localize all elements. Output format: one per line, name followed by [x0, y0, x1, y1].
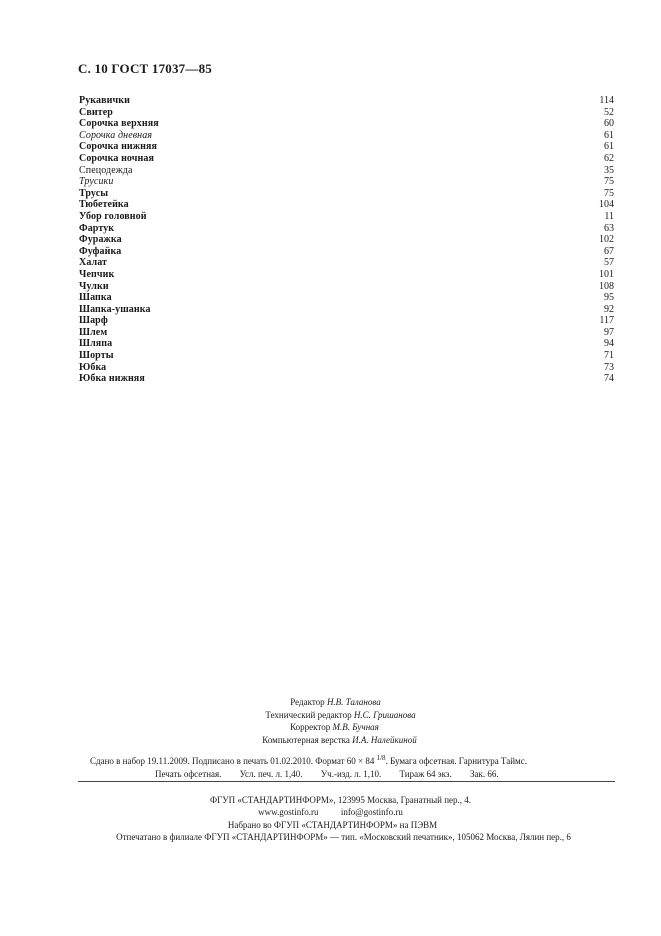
index-page-number: 102 — [599, 234, 614, 246]
index-term: Трусики — [79, 176, 114, 188]
subject-index-list — [79, 95, 614, 385]
index-row — [79, 292, 614, 304]
index-page-number: 75 — [604, 176, 614, 188]
index-term: Фуражка — [79, 234, 122, 246]
contacts-line — [0, 806, 661, 818]
index-term: Шлем — [79, 326, 108, 338]
index-row — [79, 350, 614, 362]
index-row — [79, 373, 614, 385]
index-term: Трусы — [79, 187, 109, 199]
index-term: Убор головной — [79, 210, 147, 222]
index-term: Свитер — [79, 106, 113, 118]
index-term: Чулки — [79, 280, 109, 292]
index-term: Фуфайка — [79, 245, 122, 257]
typeset-line: Набрано во ФГУП «СТАНДАРТИНФОРМ» на ПЭВМ — [227, 819, 438, 830]
layout-line: Компьютерная верстка И.А. Налейкиной — [262, 734, 417, 745]
index-row — [79, 281, 614, 293]
index-term: Рукавички — [79, 95, 130, 106]
index-row — [79, 362, 614, 374]
index-term: Шапка — [79, 292, 112, 304]
index-term: Юбка — [79, 361, 107, 373]
index-page-number: 60 — [604, 118, 614, 130]
index-page-number: 63 — [604, 222, 614, 234]
print-data-line-1: Сдано в набор 19.11.2009. Подписано в печать 01.02.2010. Формат 60 × 84 $^{1/8}$. Бумага офсетная. Гарнитура Таймс. — [90, 754, 527, 766]
corrector-line: Корректор М.В. Бучная — [290, 722, 379, 732]
index-row — [79, 188, 614, 200]
index-page-number: 95 — [604, 292, 614, 304]
index-row — [79, 165, 614, 177]
index-term: Спецодежда — [79, 164, 133, 176]
index-row — [79, 130, 614, 142]
index-term: Шарф — [79, 315, 108, 327]
format-fraction: 1/8 — [376, 754, 386, 762]
imprint-block — [0, 794, 661, 843]
index-page-number: 117 — [599, 315, 614, 327]
index-row — [79, 304, 614, 316]
index-page-number: 97 — [604, 326, 614, 338]
printed-line: Отпечатано в филиале ФГУП «СТАНДАРТИНФОРМ» — тип. «Московский печатник», 105062 Москва, Лялин пер., 6 — [116, 831, 571, 842]
index-row — [79, 118, 614, 130]
index-row — [79, 223, 614, 235]
index-row — [79, 153, 614, 165]
index-row — [79, 199, 614, 211]
index-term: Сорочка дневная — [79, 129, 153, 141]
index-page-number: 73 — [604, 361, 614, 373]
credits-block — [0, 696, 661, 746]
index-row — [79, 141, 614, 153]
index-term: Шляпа — [79, 338, 113, 350]
index-row — [79, 338, 614, 350]
index-page-number: 74 — [604, 373, 614, 385]
index-page-number: 104 — [599, 199, 614, 211]
index-row — [79, 246, 614, 258]
index-term: Тюбетейка — [79, 199, 129, 211]
publisher-line: ФГУП «СТАНДАРТИНФОРМ», 123995 Москва, Гранатный пер., 4. — [209, 795, 472, 805]
page-title: С. 10 ГОСТ 17037—85 — [78, 61, 212, 76]
index-row — [79, 269, 614, 281]
print-data-block — [0, 752, 661, 780]
index-page-number: 62 — [604, 152, 614, 164]
index-row — [79, 211, 614, 223]
index-page-number: 57 — [604, 257, 614, 269]
index-page-number: 75 — [604, 187, 614, 199]
print-data-line-2: Печать офсетная. Усл. печ. л. 1,40. Уч.-изд. л. 1,10. Тираж 64 экз. Зак. 66. — [155, 768, 499, 779]
index-page-number: 52 — [604, 106, 614, 118]
index-page-number: 61 — [604, 129, 614, 141]
divider — [78, 781, 615, 782]
index-term: Шапка-ушанка — [79, 303, 151, 315]
email-link[interactable]: info@gostinfo.ru — [340, 807, 403, 818]
index-row — [79, 315, 614, 327]
index-row — [79, 234, 614, 246]
index-row — [79, 176, 614, 188]
tech-editor-line: Технический редактор Н.С. Гришанова — [265, 709, 416, 720]
index-page-number: 61 — [604, 141, 614, 153]
index-page-number: 35 — [604, 164, 614, 176]
index-page-number: 108 — [599, 280, 614, 292]
index-term: Фартук — [79, 222, 115, 234]
index-term: Чепчик — [79, 268, 115, 280]
index-term: Халат — [79, 257, 108, 269]
editor-line: Редактор Н.В. Таланова — [290, 697, 381, 707]
index-term: Юбка нижняя — [79, 373, 145, 385]
index-term: Сорочка верхняя — [79, 118, 159, 130]
index-row — [79, 327, 614, 339]
index-page-number: 71 — [604, 350, 614, 362]
index-term: Шорты — [79, 350, 114, 362]
index-row — [79, 107, 614, 119]
index-page-number: 94 — [604, 338, 614, 350]
index-row — [79, 257, 614, 269]
index-term: Сорочка нижняя — [79, 141, 158, 153]
index-page-number: 114 — [599, 95, 614, 106]
index-page-number: 11 — [604, 210, 614, 222]
index-page-number: 101 — [599, 268, 614, 280]
index-term: Сорочка ночная — [79, 152, 154, 164]
index-page-number: 67 — [604, 245, 614, 257]
index-row — [79, 95, 614, 107]
index-page-number: 92 — [604, 303, 614, 315]
website-link[interactable]: www.gostinfo.ru — [258, 807, 319, 818]
